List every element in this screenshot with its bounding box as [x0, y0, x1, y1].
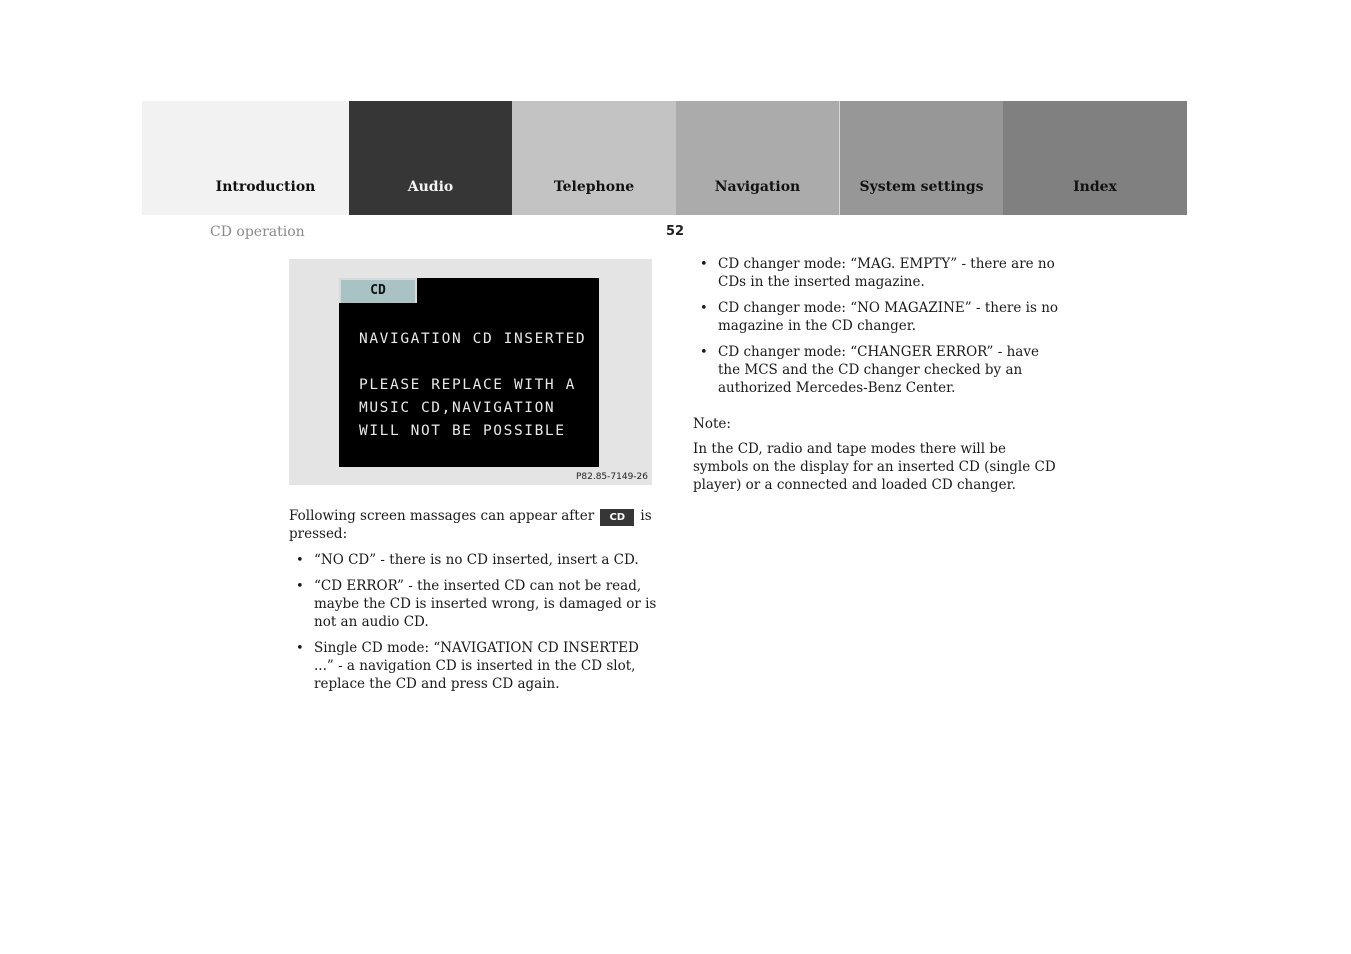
intro-text: Following screen massages can appear after: [289, 508, 595, 524]
message-list: [289, 552, 661, 694]
tab-label: System settings: [859, 179, 984, 195]
list-item: • “CD ERROR” - the inserted CD can not be read, maybe the CD is inserted wrong, is damaged or is not an audio CD.: [289, 578, 661, 631]
tab-audio[interactable]: [349, 101, 512, 215]
display-screen: [339, 278, 599, 467]
display-message-line: NAVIGATION CD INSERTED: [359, 331, 587, 347]
cd-key-symbol: CD: [600, 509, 634, 526]
list-item: • CD changer mode: “CHANGER ERROR” - have the MCS and the CD changer checked by an authorized Mercedes-Benz Center.: [693, 344, 1065, 397]
changer-message-list: [693, 256, 1065, 398]
tab-introduction[interactable]: [142, 101, 349, 215]
tab-telephone[interactable]: [512, 101, 676, 215]
tab-label: Index: [1073, 179, 1117, 195]
display-message-line: PLEASE REPLACE WITH A: [359, 377, 576, 393]
list-item: • Single CD mode: “NAVIGATION CD INSERTED ...” - a navigation CD is inserted in the CD slot, replace the CD and press CD again.: [289, 640, 661, 693]
tab-navigation[interactable]: [676, 101, 839, 215]
tab-label: Navigation: [714, 179, 801, 195]
left-column: [289, 508, 661, 702]
page-number: 52: [666, 224, 685, 239]
tab-label: Introduction: [215, 179, 316, 195]
display-cd-tab: CD: [339, 278, 417, 303]
list-item: • CD changer mode: “NO MAGAZINE” - there is no magazine in the CD changer.: [693, 300, 1065, 336]
tab-label: Telephone: [553, 179, 635, 195]
right-column: [693, 256, 1065, 503]
note-text: In the CD, radio and tape modes there will be symbols on the display for an inserted CD (single CD player) or a connected and loaded CD changer.: [693, 441, 1056, 493]
note-heading: Note:: [693, 415, 731, 432]
list-item: • “NO CD” - there is no CD inserted, insert a CD.: [289, 552, 661, 570]
tab-index[interactable]: [1003, 101, 1187, 215]
tab-label: Audio: [407, 179, 454, 195]
figure-code: P82.85-7149-26: [575, 472, 648, 482]
display-message-line: MUSIC CD,NAVIGATION: [359, 400, 556, 416]
section-title: CD operation: [210, 224, 305, 240]
intro-text-end: is pressed:: [289, 508, 652, 542]
display-illustration: [289, 259, 652, 485]
chapter-tabs: [142, 101, 1187, 215]
intro-paragraph: [289, 508, 661, 544]
tab-system-settings[interactable]: [839, 101, 1003, 215]
list-item: • CD changer mode: “MAG. EMPTY” - there are no CDs in the inserted magazine.: [693, 256, 1065, 292]
display-message-line: WILL NOT BE POSSIBLE: [359, 423, 566, 439]
